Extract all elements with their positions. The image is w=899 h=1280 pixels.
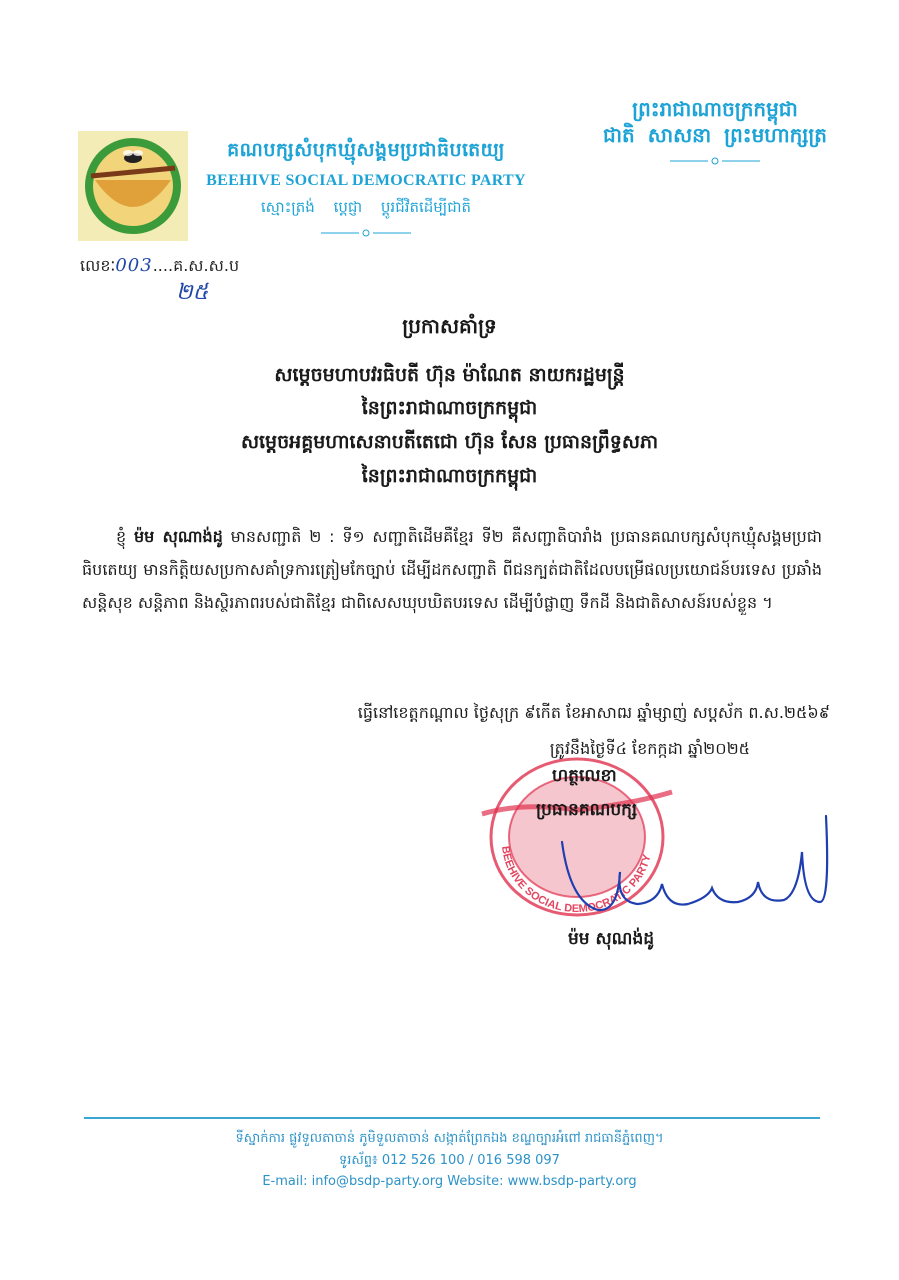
- signatory-name: ម៉ម សុណង់ដូ: [568, 929, 655, 949]
- subtitle-line-1: សម្ដេចមហាបវរធិបតី ហ៊ុន ម៉ាណែត នាយករដ្ឋមន្ត្រី: [274, 364, 625, 386]
- body-text: មានសញ្ជាតិ ២ : ទី១ សញ្ជាតិដើមគឺខ្មែរ ទី២ គឺសញ្ជាតិបារាំង ប្រធានគណបក្សសំបុកឃ្មុំសង្គមប្រជាធិបតេយ្យ មានកិត្តិយសប្រកាសគាំទ្រការត្រៀមកែច្បាប់ ដើម្បីដកសញ្ជាតិ ពីជនក្បត់ជាតិដែលបម្រើផលប្រយោជន៍បរទេស ប្រឆាំងសន្តិសុខ សន្តិភាព និងស្ថិរភាពរបស់ជាតិខ្មែរ ជាពិសេសឃុបឃិតបរទេស ដើម្បីបំផ្លាញ ទឹកដី និងជាតិសាសន៍របស់ខ្លួន ។: [82, 527, 823, 612]
- handwritten-signature: [558, 812, 848, 922]
- body-lead: ខ្ញុំ: [116, 527, 127, 546]
- footer-contact: E-mail: info@bsdp-party.org Website: www.bsdp-party.org: [262, 1174, 637, 1189]
- reference-suffix: គ.ស.ស.ប: [173, 256, 240, 275]
- body-name: ម៉ម សុណាង់ដូ: [133, 527, 223, 546]
- reference-handwritten-number: 003: [115, 255, 153, 276]
- ornament-icon: [321, 228, 411, 238]
- body-paragraph: [82, 520, 822, 619]
- kingdom-line-2: ជាតិ សាសនា ព្រះមហាក្សត្រ: [603, 123, 827, 147]
- party-header: [196, 138, 536, 238]
- beehive-logo-icon: [81, 134, 185, 238]
- reference-label: លេខៈ: [80, 256, 116, 275]
- reference-number: លេខៈ003....គ.ស.ស.ប: [80, 255, 240, 276]
- party-name-en: BEEHIVE SOCIAL DEMOCRATIC PARTY: [206, 172, 526, 189]
- ornament-icon: [670, 156, 760, 166]
- signature-heading: ហត្ថលេខា: [552, 766, 617, 786]
- stamp-text: BEEHIVE SOCIAL DEMOCRATIC PARTY: [499, 845, 654, 916]
- party-logo: [78, 131, 188, 241]
- footer-divider: [84, 1117, 820, 1119]
- subtitle-line-2: នៃព្រះរាជាណាចក្រកម្ពុជា: [361, 397, 538, 419]
- date-solar: ត្រូវនឹងថ្ងៃទី៤ ខែកក្កដា ឆ្នាំ២០២៥: [549, 739, 750, 758]
- footer-phone: ទូរស័ព្ទ៖ 012 526 100 / 016 598 097: [339, 1153, 560, 1168]
- document-title: ប្រកាសគាំទ្រ: [402, 314, 497, 338]
- subtitle-line-3: សម្ដេចអគ្គមហាសេនាបតីតេជោ ហ៊ុន សែន ប្រធានព្រឹទ្ធសភា: [240, 431, 659, 453]
- signatory-position: ប្រធានគណបក្ស: [536, 800, 638, 820]
- footer-address: ទីស្នាក់ការ ផ្លូវទួលតាចាន់ ភូមិទួលតាចាន់ សង្កាត់ព្រែកឯង ខណ្ឌច្បារអំពៅ រាជធានីភ្នំពេញ។: [235, 1131, 664, 1146]
- kingdom-line-1: ព្រះរាជាណាចក្រកម្ពុជា: [632, 97, 798, 121]
- party-motto: ស្មោះត្រង់ ប្ដេជ្ញា ប្ដូរជីវិតដើម្បីជាតិ: [260, 198, 472, 216]
- date-lunar: ធ្វើនៅខេត្តកណ្ដាល ថ្ងៃសុក្រ ៩កើត ខែអាសាឍ ឆ្នាំម្សាញ់ សប្តស័ក ព.ស.២៥៦៩: [357, 703, 830, 722]
- kingdom-heading: [590, 96, 840, 166]
- reference-handwritten-year: ២៥: [176, 280, 209, 305]
- subtitle-line-4: នៃព្រះរាជាណាចក្រកម្ពុជា: [361, 465, 538, 487]
- party-name-kh: គណបក្សសំបុកឃ្មុំសង្គមប្រជាធិបតេយ្យ: [227, 139, 505, 161]
